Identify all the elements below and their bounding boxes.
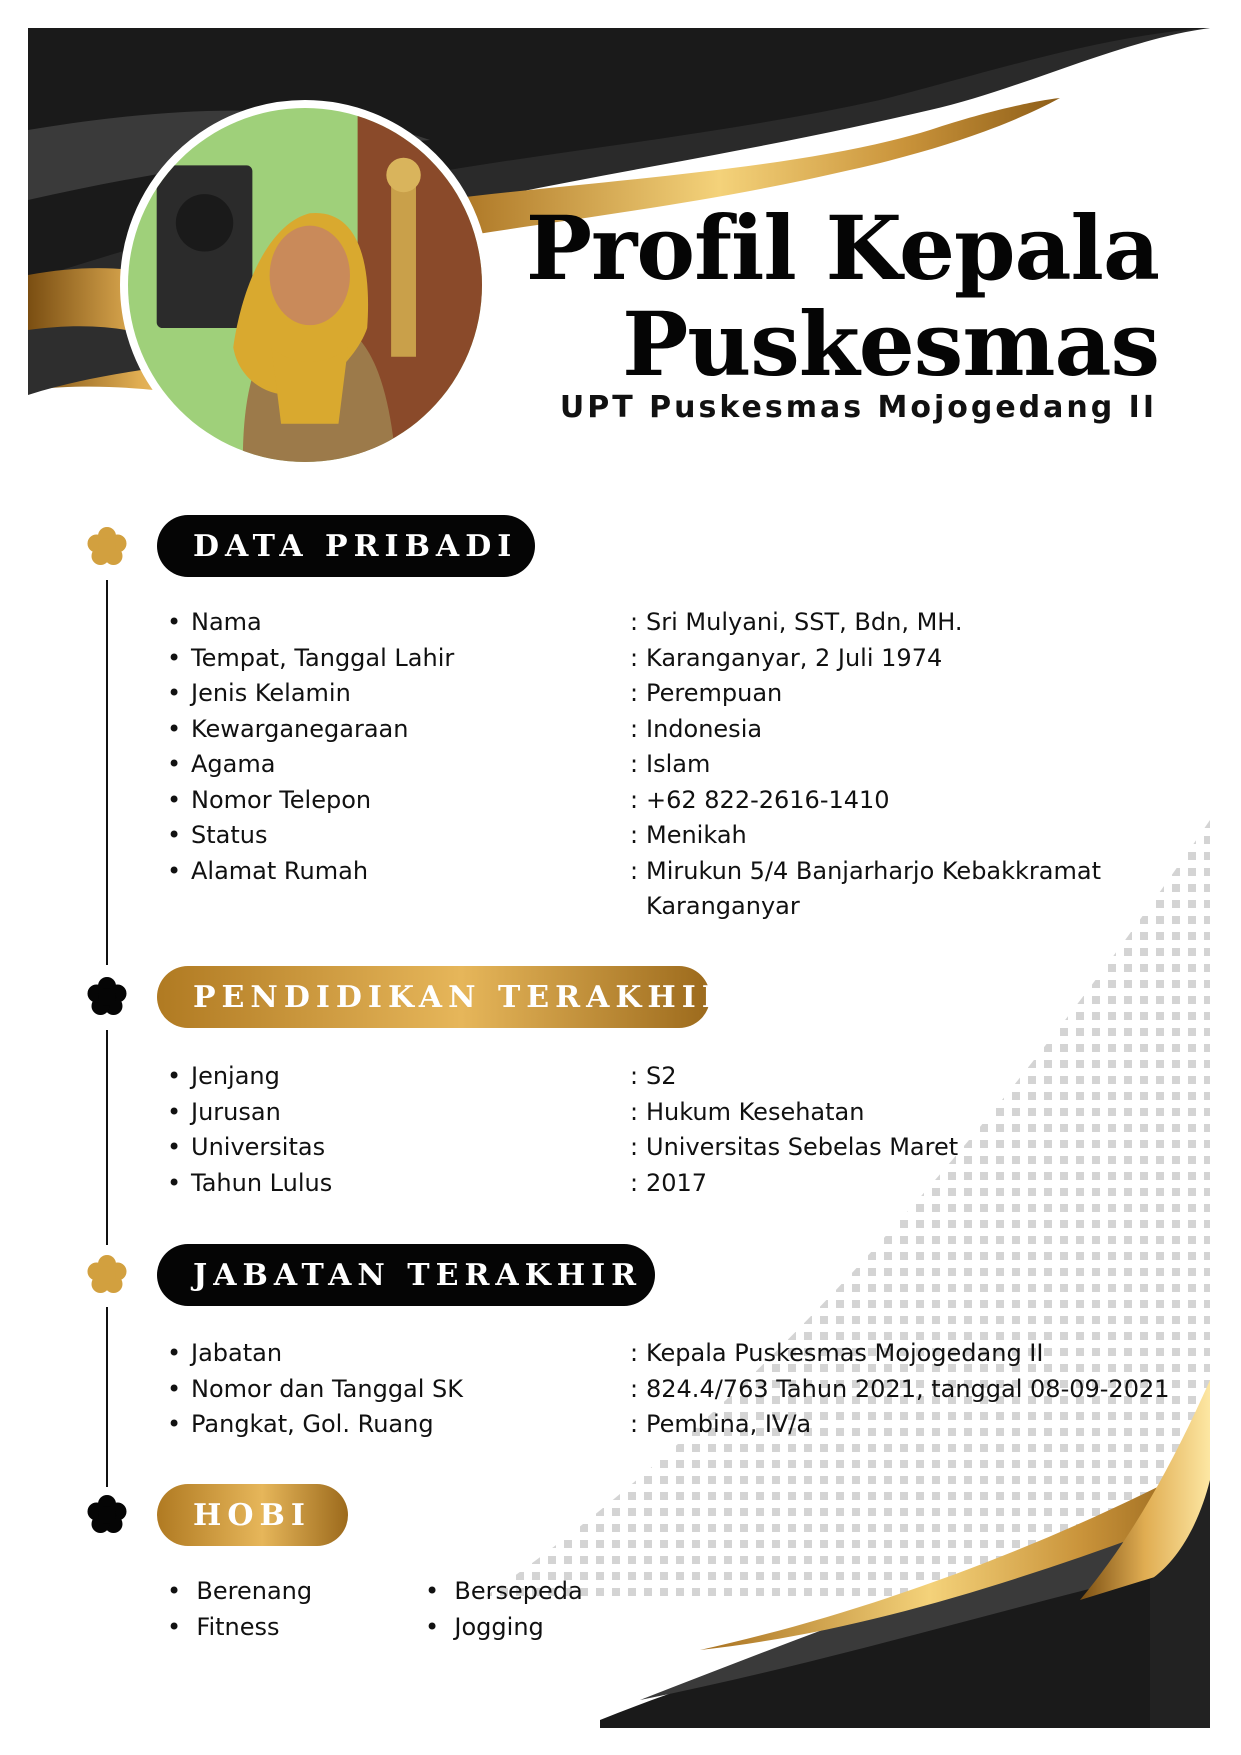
colon: : xyxy=(630,785,639,814)
field-label: Pangkat, Gol. Ruang xyxy=(191,1410,434,1438)
field-label: Status xyxy=(191,821,268,849)
hobby-label: Berenang xyxy=(196,1577,313,1605)
field-label: Kewarganegaraan xyxy=(191,714,409,743)
field-value: 2017 xyxy=(646,1168,708,1197)
flower-marker-gold-icon xyxy=(87,527,127,567)
bullet: • xyxy=(167,608,182,636)
section-heading-pendidikan: PENDIDIKAN TERAKHIR xyxy=(157,966,710,1028)
field-value: 824.4/763 Tahun 2021, tanggal 08-09-2021 xyxy=(646,1374,1170,1403)
section-heading-jabatan: JABATAN TERAKHIR xyxy=(157,1244,655,1306)
portrait-illustration xyxy=(128,108,482,462)
colon: : xyxy=(630,1062,639,1090)
field-value: Pembina, IV/a xyxy=(646,1410,812,1438)
profile-photo xyxy=(120,100,490,470)
title-line-2: Puskesmas xyxy=(622,292,1159,396)
field-value: S2 xyxy=(646,1062,677,1090)
field-label: Nomor dan Tanggal SK xyxy=(191,1374,464,1403)
colon: : xyxy=(630,1168,639,1197)
field-value: Sri Mulyani, SST, Bdn, MH. xyxy=(646,608,963,636)
colon: : xyxy=(630,643,639,672)
field-label: Agama xyxy=(191,750,276,778)
field-label: Jurusan xyxy=(191,1097,281,1126)
hobby-label: Jogging xyxy=(454,1613,544,1641)
flower-marker-black-icon xyxy=(87,977,127,1017)
field-label: Nama xyxy=(191,608,262,636)
field-value: +62 822-2616-1410 xyxy=(646,785,890,814)
hobby-item xyxy=(167,1574,312,1610)
hobby-label: Bersepeda xyxy=(454,1577,583,1605)
colon: : xyxy=(630,1097,639,1126)
field-value: Karanganyar, 2 Juli 1974 xyxy=(646,643,943,672)
bullet: • xyxy=(167,643,182,672)
title-line-1: Profil Kepala xyxy=(525,196,1159,300)
bullet: • xyxy=(425,1613,440,1641)
colon: : xyxy=(630,1410,639,1438)
bullet: • xyxy=(167,1097,182,1126)
bullet: • xyxy=(167,1577,182,1605)
colon: : xyxy=(630,714,639,743)
section-heading-data-pribadi: DATA PRIBADI xyxy=(157,515,535,577)
bullet: • xyxy=(167,714,182,743)
field-label: Jenjang xyxy=(191,1062,280,1090)
colon: : xyxy=(630,608,639,636)
bullet: • xyxy=(167,1168,182,1197)
bullet: • xyxy=(167,856,182,885)
colon: : xyxy=(630,856,639,885)
bullet: • xyxy=(167,1613,182,1641)
bullet: • xyxy=(167,1062,182,1090)
colon: : xyxy=(630,679,639,707)
bullet: • xyxy=(167,785,182,814)
bullet: • xyxy=(425,1577,440,1605)
field-label: Universitas xyxy=(191,1133,326,1161)
field-label: Tempat, Tanggal Lahir xyxy=(191,643,455,672)
field-value: Mirukun 5/4 Banjarharjo Kebakkramat Karanganyar xyxy=(646,856,1102,920)
field-value: Universitas Sebelas Maret xyxy=(646,1133,959,1161)
colon: : xyxy=(630,750,639,778)
field-value: Perempuan xyxy=(646,679,783,707)
timeline-line-3 xyxy=(106,1307,108,1487)
timeline-line-1 xyxy=(106,580,108,965)
hobby-label: Fitness xyxy=(196,1613,280,1641)
bullet: • xyxy=(167,1374,182,1403)
field-label: Alamat Rumah xyxy=(191,856,369,885)
field-label: Nomor Telepon xyxy=(191,785,372,814)
timeline-line-2 xyxy=(106,1030,108,1245)
bullet: • xyxy=(167,679,182,707)
flower-marker-gold-icon xyxy=(87,1255,127,1295)
flower-marker-black-icon xyxy=(87,1495,127,1535)
page-subtitle: UPT Puskesmas Mojogedang II xyxy=(559,390,1157,425)
bullet: • xyxy=(167,1133,182,1161)
colon: : xyxy=(630,1133,639,1161)
hobby-item xyxy=(425,1574,583,1610)
colon: : xyxy=(630,821,639,849)
bullet: • xyxy=(167,750,182,778)
bullet: • xyxy=(167,1410,182,1438)
page-title xyxy=(525,196,1159,396)
section-heading-hobi: HOBI xyxy=(157,1484,348,1546)
field-value: Hukum Kesehatan xyxy=(646,1097,865,1126)
bullet: • xyxy=(167,1339,182,1367)
hobby-item xyxy=(167,1610,280,1646)
field-label: Jenis Kelamin xyxy=(191,679,351,707)
bullet: • xyxy=(167,821,182,849)
field-value: Menikah xyxy=(646,821,747,849)
field-value: Indonesia xyxy=(646,714,763,743)
field-label: Tahun Lulus xyxy=(191,1168,333,1197)
field-value: Islam xyxy=(646,750,711,778)
field-label: Jabatan xyxy=(191,1339,283,1367)
colon: : xyxy=(630,1339,639,1367)
field-value: Kepala Puskesmas Mojogedang II xyxy=(646,1339,1044,1367)
hobby-item xyxy=(425,1610,544,1646)
colon: : xyxy=(630,1374,639,1403)
